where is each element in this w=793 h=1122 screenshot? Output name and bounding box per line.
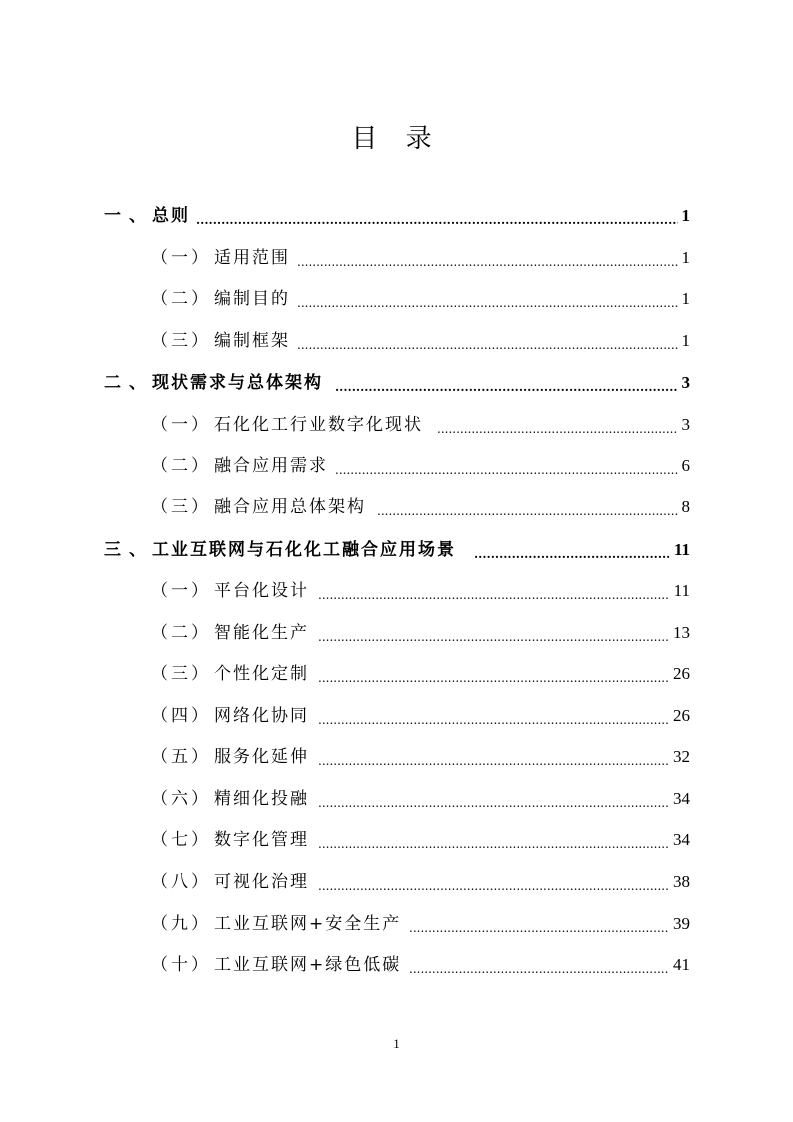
toc-entry-page: 13: [673, 623, 690, 642]
toc-entry-page: 26: [673, 706, 690, 725]
toc-entry[interactable]: [0, 742, 793, 772]
toc-entry-number: （七）: [151, 830, 211, 850]
toc-entry-label: 现状需求与总体架构: [152, 373, 323, 393]
toc-entry[interactable]: [0, 535, 793, 565]
toc-entry-page: 3: [681, 415, 690, 434]
toc-dot-leader: [437, 410, 678, 440]
toc-entry-page: 1: [681, 248, 690, 267]
toc-entry-number: （十）: [151, 955, 211, 975]
footer-page-number: 1: [393, 1036, 400, 1051]
toc-entry-number: （一）: [151, 581, 211, 601]
toc-entry-page: 32: [673, 747, 690, 766]
toc-dot-leader: [318, 618, 669, 648]
toc-entry-label: 网络化协同: [214, 706, 309, 726]
toc-entry-label: 个性化定制: [214, 664, 309, 684]
toc-entry-label: 编制目的: [214, 289, 290, 309]
toc-entry-page: 1: [681, 289, 690, 308]
toc-dot-leader: [196, 201, 678, 231]
toc-entry-label: 工业互联网与石化化工融合应用场景: [152, 540, 456, 560]
toc-entry-number: （一）: [151, 248, 211, 268]
toc-entry-label: 精细化投融: [214, 789, 309, 809]
toc-entry-number: （一）: [151, 415, 211, 435]
toc-dot-leader: [409, 909, 669, 939]
toc-entry[interactable]: [0, 950, 793, 980]
toc-dot-leader: [318, 742, 669, 772]
toc-entry[interactable]: [0, 867, 793, 897]
toc-entry-page: 1: [681, 206, 690, 225]
toc-entry-label: 平台化设计: [214, 581, 309, 601]
toc-entry[interactable]: [0, 825, 793, 855]
toc-entry[interactable]: [0, 284, 793, 314]
toc-entry-page: 3: [681, 373, 690, 392]
toc-entry-label: 可视化治理: [214, 872, 309, 892]
toc-entry-page: 11: [673, 540, 690, 559]
toc-entry-label: 总则: [152, 206, 190, 226]
toc-entry[interactable]: [0, 701, 793, 731]
toc-entry-number: 二、: [104, 373, 154, 393]
toc-entry-number: （五）: [151, 747, 211, 767]
toc-entry-label: 适用范围: [214, 248, 290, 268]
toc-entry[interactable]: [0, 492, 793, 522]
toc-entry-page: 1: [681, 331, 690, 350]
toc-dot-leader: [318, 659, 669, 689]
toc-entry-label: 数字化管理: [214, 830, 309, 850]
toc-entry-page: 11: [673, 581, 690, 600]
toc-entry-page: 41: [673, 955, 690, 974]
toc-entry-label: 智能化生产: [214, 623, 309, 643]
toc-entry-page: 38: [673, 872, 690, 891]
toc-entry-page: 39: [673, 914, 690, 933]
toc-entry[interactable]: [0, 243, 793, 273]
toc-dot-leader: [297, 326, 678, 356]
toc-entry-label: 工业互联网+安全生产: [214, 914, 402, 934]
toc-entry[interactable]: [0, 618, 793, 648]
toc-entry-page: 8: [681, 497, 690, 516]
toc-entry[interactable]: [0, 451, 793, 481]
toc-entry-page: 6: [681, 456, 690, 475]
toc-entry-number: （四）: [151, 706, 211, 726]
toc-entry[interactable]: [0, 410, 793, 440]
toc-dot-leader: [297, 243, 678, 273]
toc-entry-label: 服务化延伸: [214, 747, 309, 767]
toc-entry-number: （三）: [151, 497, 211, 517]
toc-dot-leader: [318, 867, 669, 897]
toc-entry-label: 工业互联网+绿色低碳: [214, 955, 402, 975]
toc-dot-leader: [318, 701, 669, 731]
toc-entry-number: （二）: [151, 456, 211, 476]
toc-dot-leader: [377, 492, 678, 522]
toc-dot-leader: [318, 825, 669, 855]
toc-entry[interactable]: [0, 201, 793, 231]
toc-entry[interactable]: [0, 784, 793, 814]
toc-entry[interactable]: [0, 326, 793, 356]
toc-entry-number: （三）: [151, 331, 211, 351]
toc-dot-leader: [318, 576, 669, 606]
toc-entry-page: 26: [673, 664, 690, 683]
toc-entry[interactable]: [0, 368, 793, 398]
toc-entry[interactable]: [0, 576, 793, 606]
toc-entry-page: 34: [673, 830, 690, 849]
toc-dot-leader: [335, 451, 678, 481]
toc-entry-number: 一、: [104, 206, 154, 226]
toc-entry-number: 三、: [104, 540, 154, 560]
toc-entry-number: （八）: [151, 872, 211, 892]
toc-entry-label: 融合应用需求: [214, 456, 328, 476]
toc-dot-leader: [409, 950, 669, 980]
toc-entry-number: （六）: [151, 789, 211, 809]
toc-dot-leader: [474, 535, 669, 565]
toc-entry-number: （二）: [151, 623, 211, 643]
toc-entry-label: 石化化工行业数字化现状: [214, 415, 423, 435]
toc-entry[interactable]: [0, 909, 793, 939]
toc-entry-label: 编制框架: [214, 331, 290, 351]
toc-entry-page: 34: [673, 789, 690, 808]
page-title: 目 录: [351, 124, 442, 154]
toc-entry-number: （三）: [151, 664, 211, 684]
toc-dot-leader: [297, 284, 678, 314]
toc-entry-label: 融合应用总体架构: [214, 497, 366, 517]
toc-dot-leader: [335, 368, 678, 398]
toc-dot-leader: [318, 784, 669, 814]
toc-entry-number: （九）: [151, 914, 211, 934]
toc-entry[interactable]: [0, 659, 793, 689]
toc-entry-number: （二）: [151, 289, 211, 309]
